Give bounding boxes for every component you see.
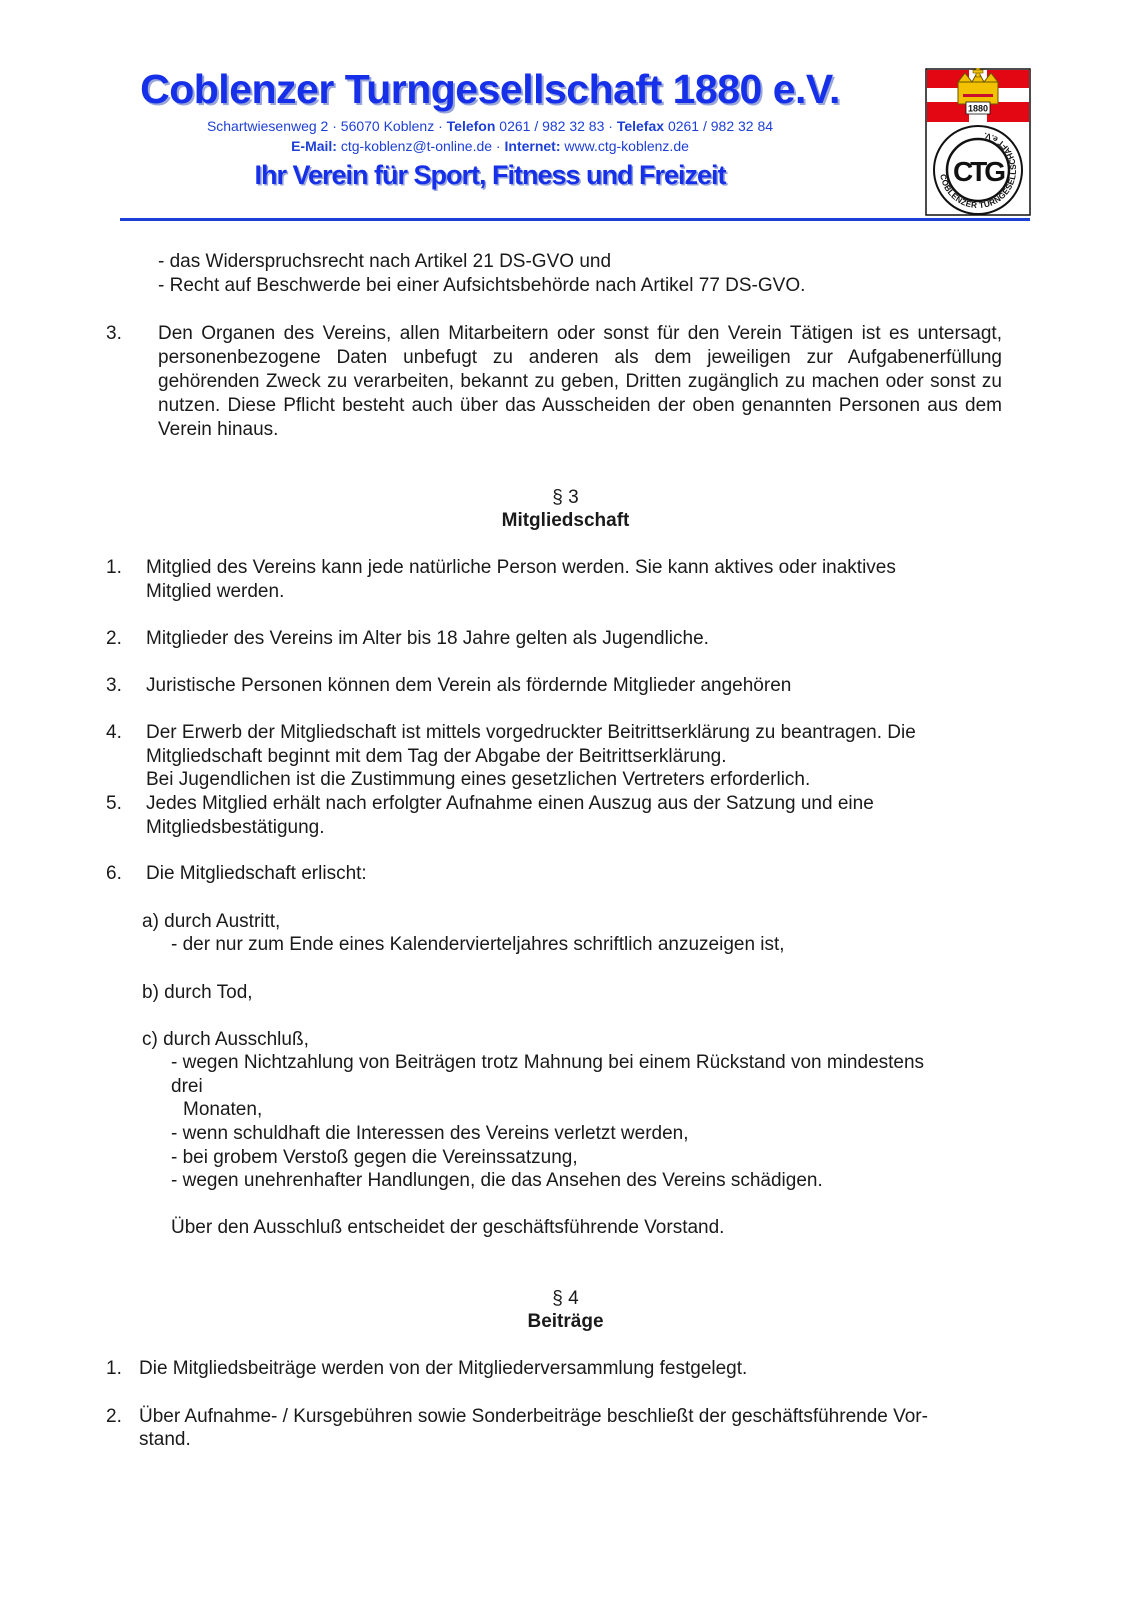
list-number: 1. [106, 1358, 122, 1379]
sub-item-detail: - wegen Nichtzahlung von Beiträgen trotz Mahnung bei einem Rückstand von mindestens [171, 1052, 925, 1073]
logo-year: 1880 [967, 103, 989, 114]
list-item: Mitgliedsbestätigung. [146, 817, 325, 838]
website-url: www.ctg-koblenz.de [564, 138, 689, 154]
sub-item-label: b) durch Tod, [142, 982, 253, 1003]
list-item: Mitgliedschaft beginnt mit dem Tag der Abgabe der Beitrittserklärung. [146, 746, 727, 767]
fax-number: 0261 / 982 32 84 [667, 118, 774, 134]
contact-line-address [120, 118, 860, 134]
email-label: E-Mail: [291, 138, 337, 154]
list-item: Über Aufnahme- / Kursgebühren sowie Sonderbeiträge beschließt der geschäftsführende Vor- [139, 1406, 928, 1427]
phone-label: Telefon [446, 118, 496, 134]
sub-item-label: a) durch Austritt, [142, 911, 281, 932]
section-title: Beiträge [527, 1311, 604, 1332]
paragraph-text: Den Organen des Vereins, allen Mitarbeitern oder sonst für den Verein Tätigen ist es untersagt, personenbezogene Daten unbefugt zu anderen als dem jeweiligen zur Aufgabenerfüllung gehörenden Zweck zu verarbeiten, bekannt zu geben, Dritten zugänglich zu machen oder sonst zu nutzen. Diese Pflicht besteht auch über das Ausscheiden der oben genannten Personen aus dem Verein hinaus. [158, 323, 1002, 440]
section-title: Mitgliedschaft [501, 510, 630, 531]
list-item: Die Mitgliedschaft erlischt: [146, 863, 367, 884]
list-number: 2. [106, 1406, 122, 1427]
contact-line-online [120, 138, 860, 154]
sub-item-detail: - wegen unehrenhafter Handlungen, die das Ansehen des Vereins schädigen. [171, 1170, 823, 1191]
fax-label: Telefax [616, 118, 665, 134]
sub-item-detail: - bei grobem Verstoß gegen die Vereinssatzung, [171, 1147, 578, 1168]
logo-monogram: CTG [952, 156, 1004, 187]
sub-item-detail: drei [171, 1076, 203, 1097]
organization-name: Coblenzer Turngesellschaft 1880 e.V. [140, 66, 840, 112]
sub-item-detail: Monaten, [183, 1099, 263, 1120]
list-item: stand. [139, 1429, 191, 1450]
paragraph-number: 3. [106, 323, 122, 344]
list-number: 3. [106, 675, 122, 696]
sub-item-detail: - wenn schuldhaft die Interessen des Vereins verletzt werden, [171, 1123, 689, 1144]
list-item: Der Erwerb der Mitgliedschaft ist mittels vorgedruckter Beitrittserklärung zu beantragen. Die [146, 722, 916, 743]
list-item: Juristische Personen können dem Verein als fördernde Mitglieder angehören [146, 675, 792, 696]
continuation-line: - Recht auf Beschwerde bei einer Aufsichtsbehörde nach Artikel 77 DS-GVO. [158, 275, 806, 296]
address: Schartwiesenweg 2 · 56070 Koblenz · [206, 118, 443, 134]
sub-item-label: c) durch Ausschluß, [142, 1029, 309, 1050]
list-item: Bei Jugendlichen ist die Zustimmung eines gesetzlichen Vertreters erforderlich. [146, 769, 811, 790]
list-item: Mitglied des Vereins kann jede natürliche Person werden. Sie kann aktives oder inaktives [146, 557, 896, 578]
list-number: 4. [106, 722, 122, 743]
list-number: 5. [106, 793, 122, 814]
logo-ring-text: COBLENZER TURNGESELLSCHAFT e.V. [938, 130, 1019, 211]
section-number: § 3 [552, 487, 579, 508]
list-number: 2. [106, 628, 122, 649]
web-label: Internet: [504, 138, 561, 154]
list-item: Mitglied werden. [146, 581, 285, 602]
continuation-line: - das Widerspruchsrecht nach Artikel 21 DS-GVO und [158, 251, 612, 272]
header-divider [120, 218, 1030, 221]
list-item: Mitglieder des Vereins im Alter bis 18 Jahre gelten als Jugendliche. [146, 628, 709, 649]
section-number: § 4 [552, 1288, 579, 1309]
list-number: 6. [106, 863, 122, 884]
sub-item-detail: - der nur zum Ende eines Kalendervierteljahres schriftlich anzuzeigen ist, [171, 934, 785, 955]
club-logo [925, 68, 1031, 216]
list-item: Jedes Mitglied erhält nach erfolgter Aufnahme einen Auszug aus der Satzung und eine [146, 793, 874, 814]
list-number: 1. [106, 557, 122, 578]
club-tagline: Ihr Verein für Sport, Fitness und Freizeit [254, 160, 726, 190]
list-item: Die Mitgliedsbeiträge werden von der Mitgliederversammlung festgelegt. [139, 1358, 748, 1379]
email-address: ctg-koblenz@t-online.de · [340, 138, 501, 154]
phone-number: 0261 / 982 32 83 · [499, 118, 613, 134]
closing-statement: Über den Ausschluß entscheidet der geschäftsführende Vorstand. [171, 1217, 725, 1238]
